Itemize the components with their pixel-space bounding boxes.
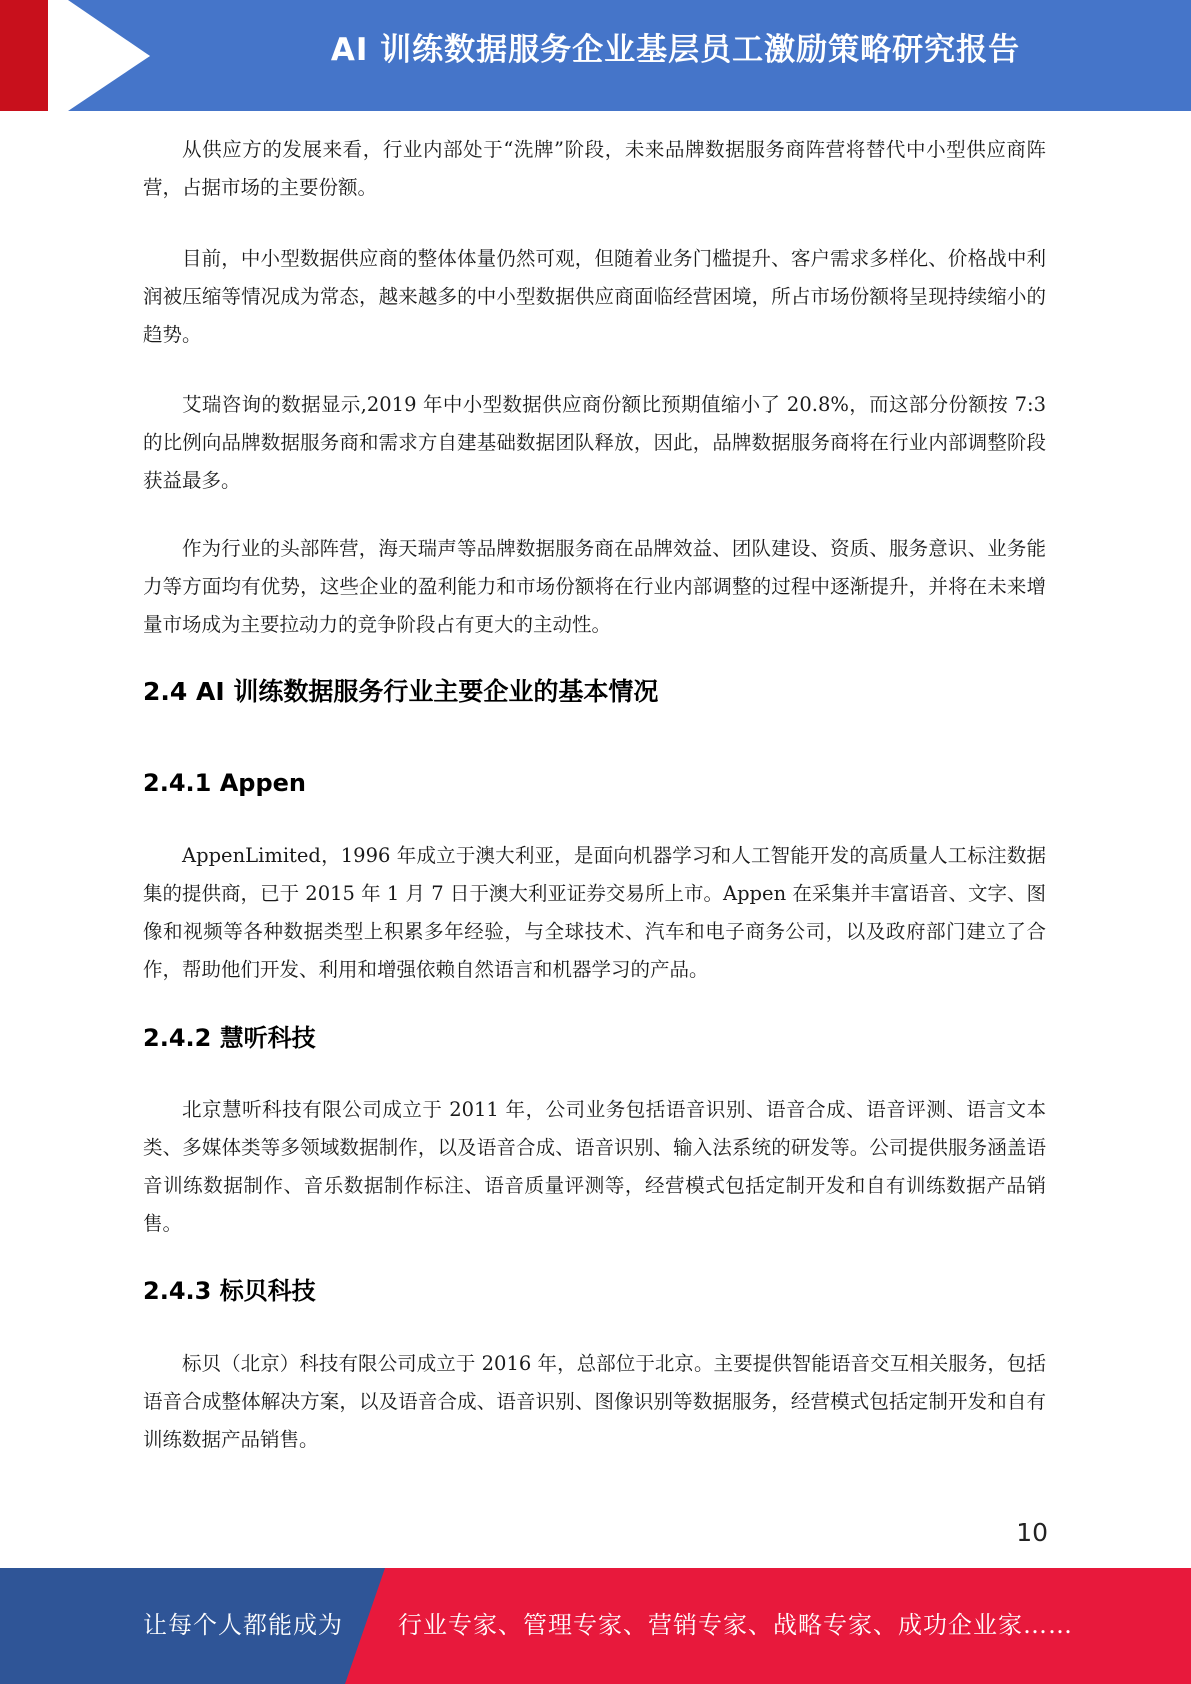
report-title: AI 训练数据服务企业基层员工激励策略研究报告 [330,32,1021,68]
paragraph-small-suppliers: 目前，中小型数据供应商的整体体量仍然可观，但随着业务门槛提升、客户需求多样化、价格战中利润被压缩等情况成为常态，越来越多的中小型数据供应商面临经营困境，所占市场份额将呈现持续缩小的趋势。 [143,247,1046,346]
subsection-heading-appen: 2.4.1 Appen [143,769,306,797]
paragraph-biaobei: 标贝（北京）科技有限公司成立于 2016 年，总部位于北京。主要提供智能语音交互相关服务，包括语音合成整体解决方案，以及语音合成、语音识别、图像识别等数据服务，经营模式包括定制开发和自有训练数据产品销售。 [143,1352,1046,1451]
page-header [0,0,1191,111]
subsection-heading-huiting: 2.4.2 慧听科技 [143,1024,316,1052]
page-footer [0,1568,1191,1684]
footer-slogan-right: 行业专家、管理专家、营销专家、战略专家、成功企业家…… [398,1611,1073,1639]
paragraph-iresearch-data: 艾瑞咨询的数据显示,2019 年中小型数据供应商份额比预期值缩小了 20.8%，而这部分份额按 7:3 的比例向品牌数据服务商和需求方自建基础数据团队释放，因此，品牌数据服务商将在行业内部调整阶段获益最多。 [143,393,1046,492]
paragraph-huiting: 北京慧听科技有限公司成立于 2011 年，公司业务包括语音识别、语音合成、语音评测、语言文本类、多媒体类等多领域数据制作，以及语音合成、语音识别、输入法系统的研发等。公司提供服务涵盖语音训练数据制作、音乐数据制作标注、语音质量评测等，经营模式包括定制开发和自有训练数据产品销售。 [143,1098,1046,1235]
footer-slogan-left: 让每个人都能成为 [143,1611,343,1639]
page-number: 10 [1016,1518,1048,1547]
paragraph-appen: AppenLimited，1996 年成立于澳大利亚，是面向机器学习和人工智能开发的高质量人工标注数据集的提供商，已于 2015 年 1 月 7 日于澳大利亚证券交易所上市。Appen 在采集并丰富语音、文字、图像和视频等各种数据类型上积累多年经验，与全球技术、汽车和电子商务公司，以及政府部门建立了合作，帮助他们开发、利用和增强依赖自然语言和机器学习的产品。 [143,844,1046,981]
paragraph-supply-side: 从供应方的发展来看，行业内部处于“洗牌”阶段，未来品牌数据服务商阵营将替代中小型供应商阵营，占据市场的主要份额。 [143,138,1046,199]
paragraph-leading-vendors: 作为行业的头部阵营，海天瑞声等品牌数据服务商在品牌效益、团队建设、资质、服务意识、业务能力等方面均有优势，这些企业的盈利能力和市场份额将在行业内部调整的过程中逐渐提升，并将在未来增量市场成为主要拉动力的竞争阶段占有更大的主动性。 [143,537,1046,636]
section-heading-2-4: 2.4 AI 训练数据服务行业主要企业的基本情况 [143,677,659,706]
subsection-heading-biaobei: 2.4.3 标贝科技 [143,1277,316,1305]
